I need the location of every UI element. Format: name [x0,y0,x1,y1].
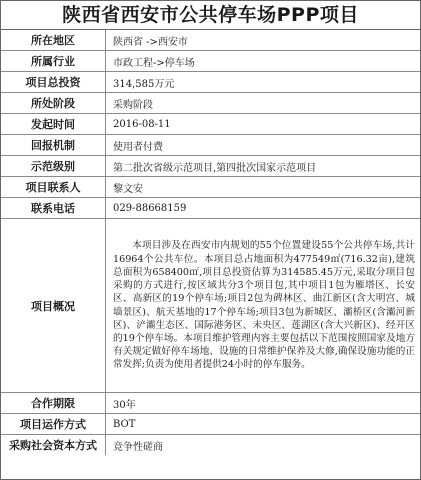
row-label: 联系电话 [1,198,106,219]
row-value: 使用者付费 [106,135,421,156]
project-info-table [1,30,420,455]
row-demonstration-level [1,156,420,177]
row-label: 回报机制 [1,135,106,156]
row-label: 项目概况 [1,219,106,393]
row-label: 所处阶段 [1,93,106,114]
row-contact-phone [1,198,420,219]
row-value: 30年 [106,393,421,414]
row-label: 合作期限 [1,393,106,414]
row-contact-person [1,177,420,198]
row-label: 项目总投资 [1,72,106,93]
row-cooperation-term [1,393,420,414]
row-project-overview [1,219,420,393]
row-value: 市政工程->停车场 [106,51,421,72]
row-industry [1,51,420,72]
row-value: 黎文安 [106,177,421,198]
row-label: 示范级别 [1,156,106,177]
row-region [1,30,420,51]
row-operation-mode [1,414,420,435]
row-value: 2016-08-11 [106,114,421,135]
row-value: 竞争性磋商 [113,441,163,453]
row-label: 发起时间 [1,114,106,135]
row-procurement-method [1,435,420,456]
row-value: 陕西省 ->西安市 [106,30,421,51]
page-title: 陕西省西安市公共停车场PPP项目 [1,1,420,30]
row-label: 所属行业 [1,51,106,72]
row-value: 029-88668159 [106,198,421,219]
row-label: 所在地区 [1,30,106,51]
overview-text: 本项目涉及在西安市内规划的55个位置建设55个公共停车场,共计16964个公共车位。本项目总占地面积为477549㎡(716.32亩),建筑总面积为658400㎡,项目总投资估算为314585.45万元,采取分项目包采购的方式进行,按区域共分3个项目包,其中项目1包为雁塔区、长安区、高新区的19个停车场;项目2包为碑林区、曲江新区(含大明宫、城墙景区)、航天基地的17个停车场;项目3包为新城区、灞桥区(含灞河新区)、浐灞生态区、国际港务区、未央区、莲湖区(含大兴新区)、经开区的19个停车场。本项目维护管理内容主要包括以下范围按照国家及地方有关规定做好停车场地、设施的日常维护保养及大修,确保设施功能的正常发挥;负责为使用者提供24小时的停车服务。 [113,240,415,371]
row-label: 项目联系人 [1,177,106,198]
row-value: 采购阶段 [106,93,421,114]
row-value: 第二批次省级示范项目,第四批次国家示范项目 [106,156,421,177]
row-return-mechanism [1,135,420,156]
row-value: 314,585万元 [106,72,421,93]
row-stage [1,93,420,114]
overview-cell [106,219,421,393]
row-launch-date [1,114,420,135]
row-value: BOT [106,414,421,435]
row-label: 项目运作方式 [1,414,106,435]
row-total-investment [1,72,420,93]
row-label: 采购社会资本方式 [1,435,106,456]
